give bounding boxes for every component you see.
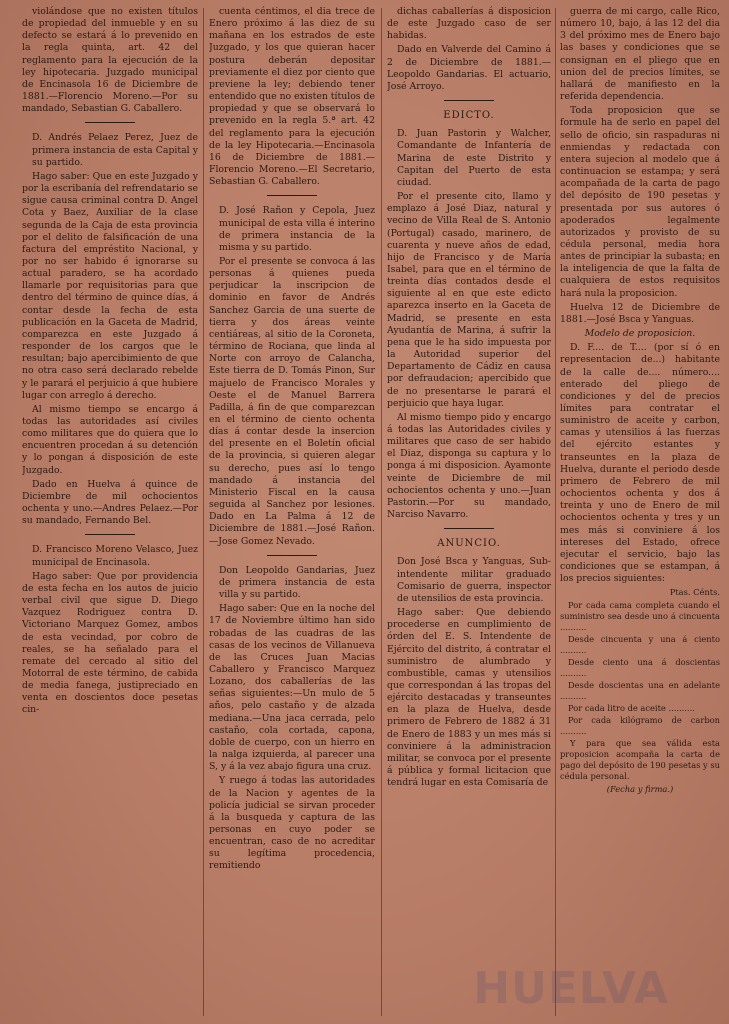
separator [444, 528, 494, 529]
text-paragraph: Hago saber: Que en la noche del 17 de Noviembre último han sido robadas de las cuadras de las casas de los vecinos de Villanueva de las Cruces Juan Macias Caballero y Francisco Marquez Lozano, dos caballerías de las señas siguientes:—Un mulo de 5 años, pelo castaño y de alzada mediana.—Una jaca cerrada, pelo castaño, cola cortada, capona, doble de cuerpo, con un hierro en la nalga izquierda, al parecer una S, y á la vez abajo figura una cruz. [209, 603, 375, 773]
column-rule [381, 8, 382, 1016]
price-row: Desde ciento una á doscientas .......... [560, 657, 720, 679]
text-paragraph: Hago saber: Que por providencia de esta fecha en los autos de juicio verbal civil que sigue D. Diego Vazquez Rodriguez contra D. Victoriano Marquez Gomez, ambos de esta vecindad, por cobro de reales, se ha señalado para el remate del cercado al sitio del Motorral de este término, de cabida de media fanega, justipreciado en venta en doscientos doce pesetas cin- [22, 570, 198, 716]
notice-heading: D. José Rañon y Cepola, Juez municipal de esta villa é interino de primera instancia de la misma y su partido. [219, 205, 375, 253]
text-paragraph: D. F.... de T.... (por sí ó en representacion de...) habitante de la calle de.... número.... enterado del pliego de condiciones y del de precios límites para contratar el suministro de aceite y carbon, camas y utensilios á las fuerzas del ejército estantes y transeuntes en la plaza de Huelva, durante el periodo desde primero de Febrero de mil ochocientos ochenta y dos á treinta y uno de Enero de mil ochocientos ochenta y tres y un mes más si conviniere á los intereses del Estado, ofrece ejecutar el servicio, bajo las condiciones que se estampan, á los precios siguientes: [560, 342, 720, 585]
separator [85, 122, 135, 123]
column-4 [560, 6, 720, 1018]
text-paragraph: Por el presente se convoca á las personas á quienes pueda perjudicar la inscripcion de dominio en favor de Andrés Sanchez Garcia de una suerte de tierra y dos áreas veinte centiáreas, al sitio de la Coroneta, término de Rociana, que linda al Norte con arroyo de Calancha, Este tierra de D. Tomás Pinon, Sur majuelo de Francisco Morales y Oeste el de Manuel Barrera Padilla, á fin de que comparezcan en el término de ciento ochenta días á contar desde la insercion del presente en el Boletín oficial de la provincia, si quieren alegar su derecho, pues así lo tengo mandado á instancia del Ministerio Fiscal en la causa seguida al Sanchez por lesiones. Dado en La Palma á 12 de Diciembre de 1881.—José Rañon.—Jose Gomez Nevado. [209, 255, 375, 547]
price-row: Desde cincuenta y una á ciento .......... [560, 634, 720, 656]
text-paragraph: violándose que no existen títulos de propiedad del inmueble y en su defecto se estará á lo prevenido en la regla quinta, art. 42 del reglamento para la ejecución de la ley hipotecaria. Juzgado municipal de Encinasola 16 de Diciembre de 1881.—Florencio Moreno.—Por su mandado, Sebastian G. Caballero. [22, 6, 198, 115]
separator [85, 534, 135, 535]
text-paragraph: Y ruego á todas las autoridades de la Nacion y agentes de la policía judicial se sirvan proceder á la busqueda y captura de las personas en cuyo poder se encuentran, caso de no acreditar su legítima procedencia, remitiendo [209, 775, 375, 872]
column-3 [387, 6, 551, 1018]
price-header: Ptas. Cénts. [669, 587, 720, 598]
text-paragraph: Al mismo tiempo se encargo á todas las autoridades así civiles como militares que do quiera que lo encuentren procedan á su detención y lo pongan á disposición de este Juzgado. [22, 403, 198, 476]
separator [267, 555, 317, 556]
notice-heading: Don Leopoldo Gandarias, Juez de primera instancia de esta villa y su partido. [219, 564, 375, 601]
text-paragraph: Toda proposicion que se formule ha de serlo en papel del sello de oficio, sin raspaduras ni enmiendas y redactada con entera sujecion al modelo que á continuacion se estampa; y será acompañada de la carta de pago del depósito de 190 pesetas y presentada por sus autores ó apoderados legalmente autorizados y provisto de su cédula personal, media hora antes de principiar la subasta; en la inteligencia de que la falta de cualquiera de estos requisitos hará nula la proposicion. [560, 105, 720, 299]
price-row: Desde doscientas una en adelante .......... [560, 680, 720, 702]
text-paragraph: Y para que sea válida esta proposicion acompaña la carta de pago del depósito de 190 pesetas y su cédula personal. [560, 738, 720, 782]
text-paragraph: guerra de mi cargo, calle Rico, número 10, bajo, á las 12 del dia 3 del próximo mes de Enero bajo las bases y condiciones que se consignan en el pliego que en union del de precios límites, se hallará de manifiesto en la referida dependencia. [560, 6, 720, 103]
column-1 [22, 6, 198, 1018]
section-title-anuncio: ANUNCIO. [437, 538, 501, 550]
text-paragraph: Hago saber: Que debiendo procederse en cumplimiento de órden del E. S. Intendente de Ejército del distrito, á contratar el suministro de alumbrado y combustible, camas y utensilios que correspondan á las tropas del ejército destacadas y transeuntes en la plaza de Huelva, desde primero de Febrero de 1882 á 31 de Enero de 1883 y un mes más si conviniere á la administracion militar, se convoca por el presente á pública y formal licitacion que tendrá lugar en esta Comisaría de [387, 607, 551, 789]
separator [444, 100, 494, 101]
text-paragraph: Huelva 12 de Diciembre de 1881.—José Bsca y Yanguas. [560, 301, 720, 325]
notice-heading: Don José Bsca y Yanguas, Sub-intendente militar graduado Comisario de guerra, inspector de utensilios de esta provincia. [397, 556, 551, 604]
model-title: Modelo de proposicion. [584, 328, 696, 340]
text-paragraph: Dado en Huelva á quince de Diciembre de mil ochocientos ochenta y uno.—Andres Pelaez.—Por su mandado, Fernando Bel. [22, 478, 198, 527]
text-paragraph: Por el presente cito, llamo y emplazo á José Diaz, natural y vecino de Villa Real de S. Antonio (Portugal) casado, marinero, de cuarenta y nueve años de edad, hijo de Francisco y de María Isabel, para que en el término de treinta días contados desde el siguiente al en que este edicto aparezca inserto en la Gaceta de Madrid, se presente en esta Ayudantía de Marina, á sufrir la pena que le ha sido impuesta por la Autoridad superior del Departamento de Cádiz en causa por defraudacion; apercibido que de no presentarse le parará el perjuicio que haya lugar. [387, 191, 551, 409]
section-title-edicto: EDICTO. [443, 110, 495, 122]
text-paragraph: Hago saber: Que en este Juzgado y por la escribanía del refrendatario se sigue causa criminal contra D. Angel Cota y Baez, Auxiliar de la clase segunda de la Caja de esta provincia por el delito de falsificación de una factura del empréstito Nacional, y por no ser habido é ignorarse su actual paradero, se ha acordado llamarle por requisitorias para que dentro del término de quince días, á contar desde la fecha de esta publicación en la Gaceta de Madrid, comparezca en este Juzgado á responder de los cargos que le resultan; bajo apercibimiento de que no otra caso será declarado rebelde y le parará el perjuicio á que hubiere lugar con arreglo á derecho. [22, 170, 198, 401]
notice-heading: D. Andrés Pelaez Perez, Juez de primera instancia de esta Capital y su partido. [32, 132, 198, 168]
text-paragraph: Dado en Valverde del Camino á 2 de Diciembre de 1881.—Leopoldo Gandarias. El actuario, José Arroyo. [387, 44, 551, 92]
column-rule [203, 8, 204, 1016]
text-paragraph: dichas caballerías á disposicion de este Juzgado caso de ser habidas. [387, 6, 551, 42]
price-row: Por cada litro de aceite .......... [568, 703, 695, 714]
text-paragraph: cuenta céntimos, el dia trece de Enero próximo á las diez de su mañana en los estrados de este Juzgado, y los que quieran hacer postura deberán depositar previamente el diez por ciento que previene la ley; debiendo tener entendido que no existen títulos de propiedad y que se observará lo prevenido en la regla 5.ª art. 42 del reglamento para la ejecución de la ley Hipotecaria.—Encinasola 16 de Diciembre de 1881.—Florencio Moreno.—El Secretario, Sebastian G. Caballero. [209, 6, 375, 188]
text-paragraph: Al mismo tiempo pido y encargo á todas las Autoridades civiles y militares que caso de ser habido el Diaz, disponga su captura y lo ponga á mi disposicion. Ayamonte veinte de Diciembre de mil ochocientos ochenta y uno.—Juan Pastorin.—Por su mandado, Narciso Navarro. [387, 411, 551, 521]
watermark-logo: HUELVA [473, 963, 669, 1014]
column-rule [555, 8, 556, 1016]
separator [267, 195, 317, 196]
price-row: Por cada kilógramo de carbon .......... [560, 715, 720, 737]
notice-heading: D. Francisco Moreno Velasco, Juez municipal de Encinasola. [32, 544, 198, 568]
notice-heading: D. Juan Pastorin y Walcher, Comandante de Infantería de Marina de este Distrito y Capitan del Puerto de esta ciudad. [397, 128, 551, 188]
column-2 [209, 6, 375, 1018]
price-row: Por cada cama completa cuando el suministro sea desde uno á cincuenta .......... [560, 600, 720, 633]
signature-line: (Fecha y firma.) [606, 784, 674, 795]
